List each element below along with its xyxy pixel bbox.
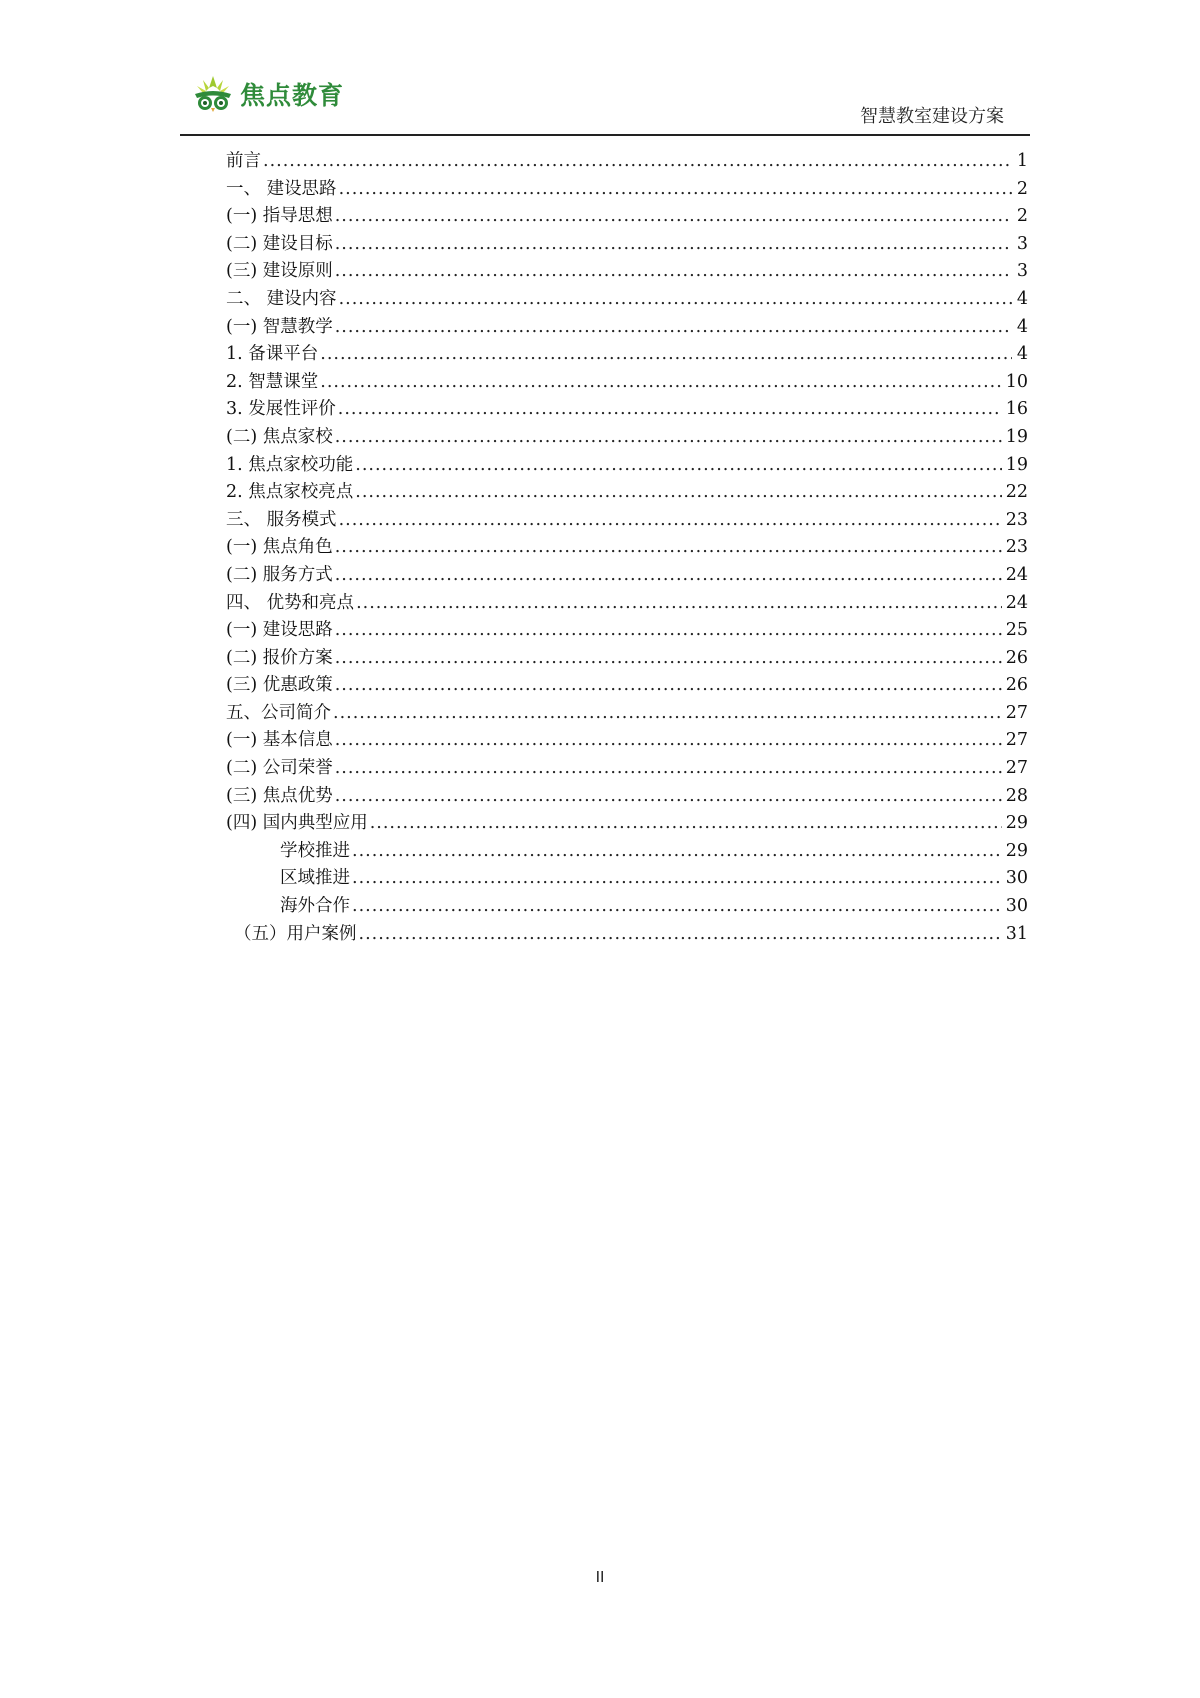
toc-entry-label: (三) 焦点优势	[226, 785, 333, 806]
toc-dot-leader	[335, 617, 1002, 645]
toc-entry-label: 1. 备课平台	[226, 344, 319, 365]
toc-entry-page: 3	[1016, 261, 1028, 282]
toc-dot-leader	[335, 258, 1012, 286]
toc-entry-label: 五、公司简介	[226, 702, 331, 723]
toc-entry[interactable]	[226, 148, 1028, 176]
company-logo	[192, 74, 344, 114]
toc-dot-leader	[320, 369, 1001, 397]
toc-entry[interactable]	[226, 534, 1028, 562]
toc-entry-page: 4	[1016, 344, 1028, 365]
toc-entry-label: 三、 服务模式	[226, 509, 337, 530]
toc-entry[interactable]	[226, 314, 1028, 342]
toc-entry-page: 29	[1005, 813, 1028, 834]
toc-entry-label: 2. 智慧课堂	[226, 371, 319, 392]
toc-entry-label: 1. 焦点家校功能	[226, 454, 354, 475]
toc-entry-page: 4	[1016, 316, 1028, 337]
toc-entry[interactable]	[226, 755, 1028, 783]
toc-dot-leader	[338, 396, 1002, 424]
toc-entry-page: 30	[1005, 896, 1028, 917]
toc-entry[interactable]	[226, 921, 1028, 949]
toc-dot-leader	[355, 479, 1001, 507]
toc-entry[interactable]	[226, 810, 1028, 838]
toc-dot-leader	[335, 672, 1002, 700]
toc-entry-label: (三) 建设原则	[226, 261, 333, 282]
toc-entry-label: (二) 报价方案	[226, 647, 333, 668]
toc-entry[interactable]	[226, 783, 1028, 811]
toc-dot-leader	[335, 562, 1002, 590]
toc-dot-leader	[263, 148, 1012, 176]
toc-entry-page: 23	[1005, 537, 1028, 558]
toc-dot-leader	[339, 507, 1002, 535]
toc-dot-leader	[339, 176, 1012, 204]
toc-entry-page: 26	[1005, 675, 1028, 696]
toc-entry[interactable]	[226, 176, 1028, 204]
owl-logo-icon	[192, 74, 234, 114]
toc-entry-label: (一) 基本信息	[226, 730, 333, 751]
toc-entry-label: (二) 服务方式	[226, 564, 333, 585]
toc-entry-label: 一、 建设思路	[226, 178, 337, 199]
toc-entry-label: 3. 发展性评价	[226, 399, 336, 420]
toc-dot-leader	[335, 314, 1012, 342]
toc-entry-label: (一) 智慧教学	[226, 316, 333, 337]
toc-entry[interactable]	[226, 452, 1028, 480]
page-header	[180, 70, 1030, 136]
document-title: 智慧教室建设方案	[860, 106, 1004, 127]
toc-entry-page: 24	[1005, 592, 1028, 613]
toc-entry[interactable]	[226, 893, 1028, 921]
toc-entry[interactable]	[226, 838, 1028, 866]
toc-entry-page: 2	[1016, 206, 1028, 227]
toc-entry-page: 2	[1016, 178, 1028, 199]
toc-entry-label: 海外合作	[280, 896, 350, 917]
toc-entry-page: 31	[1005, 923, 1028, 944]
toc-dot-leader	[352, 865, 1002, 893]
toc-dot-leader	[335, 645, 1002, 673]
toc-entry-label: （五）用户案例	[234, 923, 357, 944]
toc-entry[interactable]	[226, 479, 1028, 507]
toc-dot-leader	[335, 424, 1002, 452]
toc-entry-label: 前言	[226, 151, 261, 171]
toc-dot-leader	[359, 921, 1002, 949]
toc-entry[interactable]	[226, 369, 1028, 397]
toc-entry-page: 26	[1005, 647, 1028, 668]
toc-dot-leader	[335, 783, 1002, 811]
toc-entry-label: 四、 优势和亮点	[226, 592, 355, 613]
toc-entry[interactable]	[226, 286, 1028, 314]
toc-entry-page: 10	[1005, 371, 1028, 392]
toc-entry[interactable]	[226, 617, 1028, 645]
toc-entry-label: (二) 公司荣誉	[226, 758, 333, 779]
toc-entry[interactable]	[226, 672, 1028, 700]
toc-entry-page: 27	[1005, 702, 1028, 723]
toc-entry-label: (一) 焦点角色	[226, 537, 333, 558]
toc-entry[interactable]	[226, 203, 1028, 231]
toc-entry[interactable]	[226, 700, 1028, 728]
table-of-contents	[226, 148, 1028, 948]
toc-entry-page: 19	[1005, 426, 1028, 447]
toc-dot-leader	[320, 341, 1012, 369]
toc-dot-leader	[339, 286, 1012, 314]
toc-entry-label: (四) 国内典型应用	[226, 813, 368, 834]
toc-dot-leader	[352, 893, 1002, 921]
toc-dot-leader	[335, 534, 1002, 562]
toc-entry-label: (一) 建设思路	[226, 620, 333, 641]
toc-entry-page: 25	[1005, 620, 1028, 641]
toc-entry[interactable]	[226, 258, 1028, 286]
toc-entry[interactable]	[226, 727, 1028, 755]
toc-entry-page: 4	[1016, 288, 1028, 309]
toc-entry-label: 学校推进	[280, 840, 350, 861]
toc-entry-page: 22	[1005, 482, 1028, 503]
toc-entry[interactable]	[226, 590, 1028, 618]
toc-entry-page: 29	[1005, 840, 1028, 861]
page-number: II	[595, 1568, 605, 1586]
toc-entry-page: 24	[1005, 564, 1028, 585]
toc-dot-leader	[335, 231, 1012, 259]
toc-entry-page: 27	[1005, 758, 1028, 779]
toc-entry-page: 30	[1005, 868, 1028, 889]
toc-entry-page: 28	[1005, 785, 1028, 806]
toc-entry[interactable]	[226, 507, 1028, 535]
toc-entry-label: 2. 焦点家校亮点	[226, 482, 354, 503]
toc-entry[interactable]	[226, 424, 1028, 452]
toc-dot-leader	[335, 755, 1002, 783]
toc-dot-leader	[335, 727, 1002, 755]
toc-entry[interactable]	[226, 562, 1028, 590]
logo-text: 焦点教育	[240, 81, 345, 110]
toc-entry-label: 二、 建设内容	[226, 288, 337, 309]
toc-entry-label: (三) 优惠政策	[226, 675, 333, 696]
toc-entry-label: 区域推进	[280, 868, 350, 889]
toc-entry-page: 23	[1005, 509, 1028, 530]
toc-dot-leader	[355, 452, 1001, 480]
toc-dot-leader	[370, 810, 1002, 838]
toc-entry[interactable]	[226, 865, 1028, 893]
toc-entry-page: 16	[1005, 399, 1028, 420]
toc-dot-leader	[335, 203, 1012, 231]
toc-entry-page: 19	[1005, 454, 1028, 475]
toc-entry-page: 1	[1016, 151, 1028, 171]
toc-entry-page: 27	[1005, 730, 1028, 751]
toc-entry-label: (二) 建设目标	[226, 233, 333, 254]
toc-entry-label: (一) 指导思想	[226, 206, 333, 227]
toc-entry[interactable]	[226, 645, 1028, 673]
toc-dot-leader	[333, 700, 1002, 728]
toc-entry-page: 3	[1016, 233, 1028, 254]
toc-entry[interactable]	[226, 231, 1028, 259]
toc-entry[interactable]	[226, 396, 1028, 424]
toc-dot-leader	[356, 590, 1002, 618]
toc-entry[interactable]	[226, 341, 1028, 369]
toc-entry-label: (二) 焦点家校	[226, 426, 333, 447]
toc-dot-leader	[352, 838, 1002, 866]
